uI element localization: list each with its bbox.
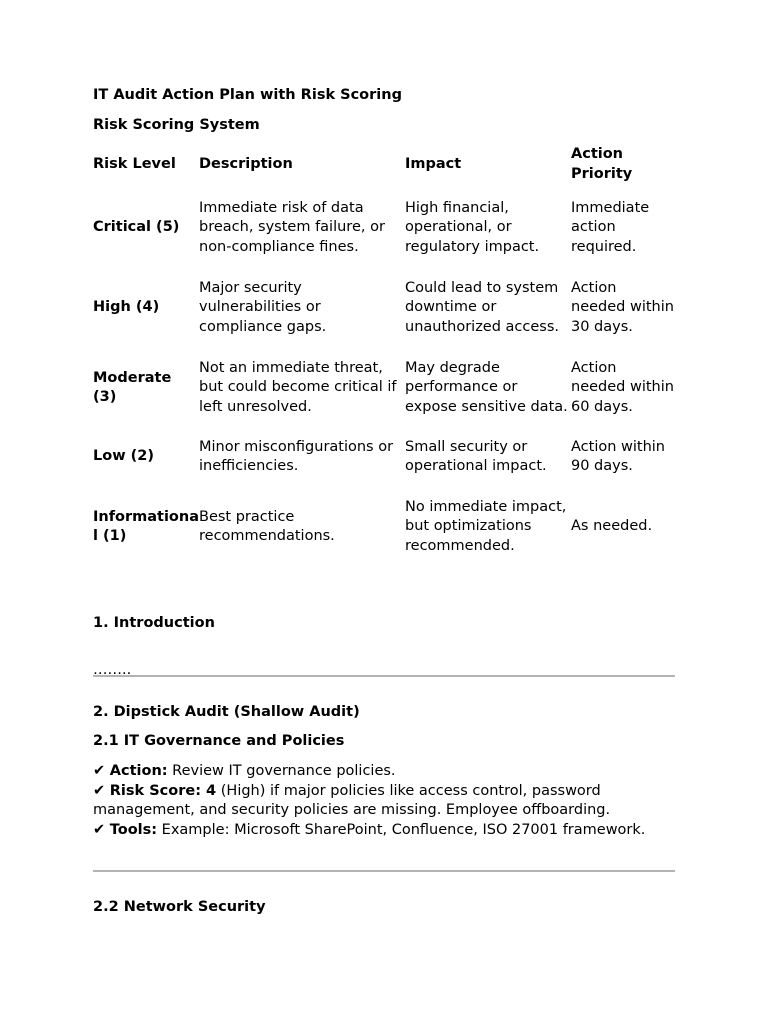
description-cell: Minor misconfigurations or inefficiencies.	[199, 438, 394, 474]
risk-score-line	[93, 782, 675, 821]
divider	[93, 675, 675, 677]
tools-label: Tools:	[109, 821, 158, 838]
document-page	[93, 86, 675, 915]
governance-heading: 2.1 IT Governance and Policies	[93, 733, 345, 749]
governance-bullets	[93, 762, 675, 840]
action-priority-cell: Immediate action required.	[571, 199, 650, 255]
action-priority-cell: As needed.	[571, 518, 653, 535]
dipstick-audit-heading: 2. Dipstick Audit (Shallow Audit)	[93, 704, 360, 720]
risk-level-cell: Critical (5)	[93, 219, 180, 236]
impact-cell: May degrade performance or expose sensitive data.	[405, 359, 568, 415]
header-description: Description	[199, 155, 293, 172]
header-risk-level: Risk Level	[93, 155, 176, 172]
action-label: Action:	[109, 763, 168, 779]
impact-cell: No immediate impact, but optimizations recommended.	[405, 498, 567, 554]
divider	[93, 870, 675, 872]
description-cell: Immediate risk of data breach, system failure, or non-compliance fines.	[199, 199, 385, 255]
introduction-heading: 1. Introduction	[93, 615, 215, 631]
risk-scoring-table	[93, 141, 675, 568]
network-security-heading: 2.2 Network Security	[93, 899, 266, 915]
impact-cell: Small security or operational impact.	[405, 438, 547, 474]
introduction-body: ……..	[93, 661, 132, 678]
table-row	[93, 268, 675, 348]
table-header-row	[93, 141, 675, 188]
risk-level-cell: Moderate (3)	[93, 369, 172, 405]
tools-line	[93, 821, 675, 841]
risk-scoring-heading: Risk Scoring System	[93, 117, 260, 133]
table-row	[93, 486, 675, 568]
table-row	[93, 348, 675, 428]
check-icon: ✔	[93, 821, 106, 838]
table-row	[93, 188, 675, 268]
risk-level-cell: Informational (1)	[93, 508, 200, 544]
action-priority-cell: Action needed within 30 days.	[571, 279, 674, 335]
action-priority-cell: Action within 90 days.	[571, 438, 666, 474]
risk-score-text: (High) if major policies like access control, password management, and security policies are missing. Employee offboarding.	[93, 782, 611, 818]
table-row	[93, 428, 675, 486]
description-cell: Not an immediate threat, but could become critical if left unresolved.	[199, 359, 397, 415]
risk-level-cell: High (4)	[93, 299, 160, 316]
check-icon: ✔	[93, 763, 106, 779]
action-priority-cell: Action needed within 60 days.	[571, 359, 674, 415]
impact-cell: High financial, operational, or regulatory impact.	[405, 199, 540, 255]
description-cell: Major security vulnerabilities or compliance gaps.	[199, 279, 327, 335]
description-cell: Best practice recommendations.	[199, 508, 335, 544]
action-text: Review IT governance policies.	[167, 763, 396, 779]
risk-level-cell: Low (2)	[93, 448, 154, 465]
document-title: IT Audit Action Plan with Risk Scoring	[93, 87, 402, 103]
check-icon: ✔	[93, 782, 106, 799]
header-impact: Impact	[405, 155, 462, 172]
risk-score-label: Risk Score: 4	[109, 782, 217, 799]
header-action-priority: Action Priority	[571, 146, 633, 182]
tools-text: Example: Microsoft SharePoint, Confluence, ISO 27001 framework.	[157, 821, 646, 838]
action-line	[93, 762, 675, 782]
impact-cell: Could lead to system downtime or unauthorized access.	[405, 279, 560, 335]
